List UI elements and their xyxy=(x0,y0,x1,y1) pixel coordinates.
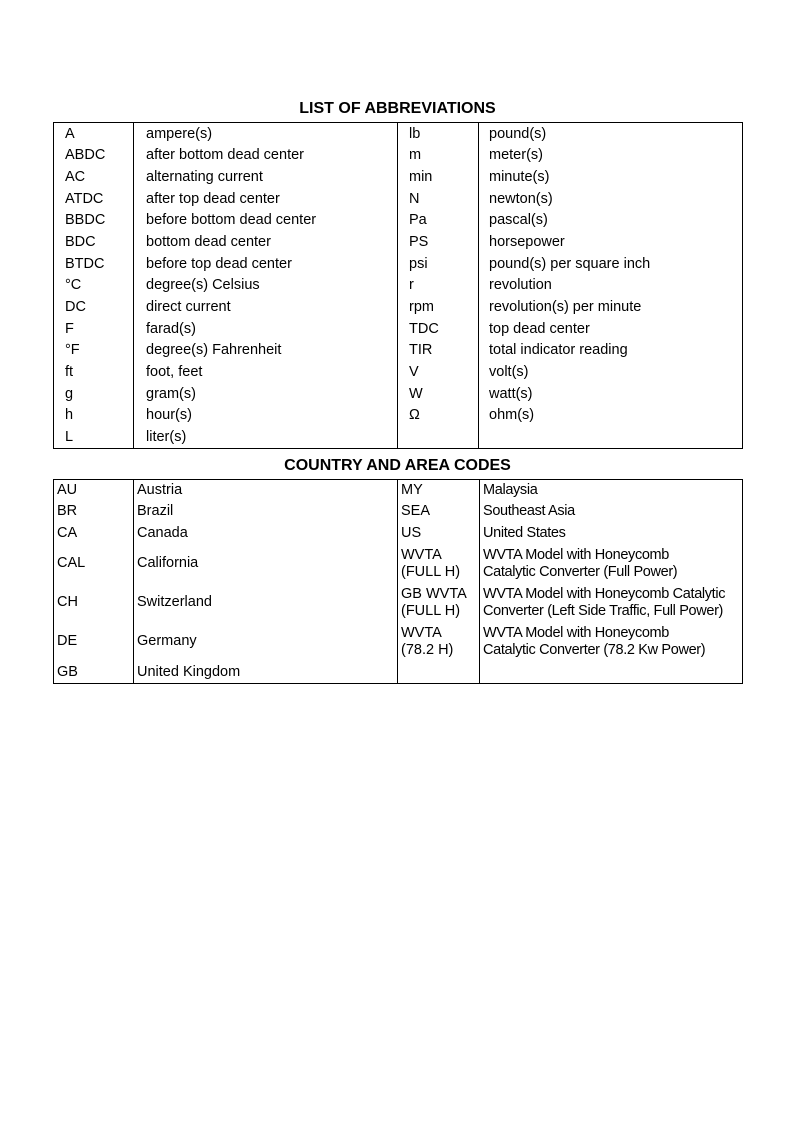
abbreviation-row xyxy=(54,210,743,232)
abbreviations-title: LIST OF ABBREVIATIONS xyxy=(299,100,496,117)
code-line: (78.2 H) xyxy=(401,642,454,658)
abbreviation-meaning: pascal(s) xyxy=(479,210,743,232)
country-code xyxy=(398,623,480,662)
name-line: Malaysia xyxy=(483,481,538,498)
country-code: DE xyxy=(57,633,78,650)
abbreviation: m xyxy=(398,145,479,167)
abbreviation: ft xyxy=(65,364,74,381)
country-name: United Kingdom xyxy=(134,662,398,684)
abbreviation-meaning: after top dead center xyxy=(134,188,398,210)
abbreviation: PS xyxy=(398,231,479,253)
country-code: CAL xyxy=(57,555,86,572)
country-code-row xyxy=(54,501,743,523)
name-line: WVTA Model with Honeycomb Catalytic xyxy=(483,585,726,602)
country-name: Austria xyxy=(134,480,398,501)
country-code: CH xyxy=(57,594,78,611)
name-line: Catalytic Converter (Full Power) xyxy=(483,564,678,580)
country-code xyxy=(398,584,480,623)
abbreviation-meaning: farad(s) xyxy=(134,318,398,340)
country-code-row xyxy=(54,584,743,623)
country-name xyxy=(480,523,743,545)
country-code-row xyxy=(54,662,743,684)
abbreviation-meaning: watt(s) xyxy=(479,383,743,405)
abbreviation-row xyxy=(54,296,743,318)
code-line: WVTA xyxy=(401,624,442,641)
country-code-row xyxy=(54,545,743,584)
abbreviation-meaning: after bottom dead center xyxy=(134,145,398,167)
abbreviation-meaning: ohm(s) xyxy=(479,405,743,427)
abbreviation-meaning: total indicator reading xyxy=(479,340,743,362)
country-code xyxy=(398,480,480,501)
country-name xyxy=(480,545,743,584)
abbreviation-row xyxy=(54,318,743,340)
abbreviation-meaning: horsepower xyxy=(479,231,743,253)
abbreviation-meaning xyxy=(479,426,743,448)
abbreviation-row xyxy=(54,253,743,275)
country-name xyxy=(480,584,743,623)
country-code xyxy=(398,501,480,523)
abbreviation: h xyxy=(65,407,74,424)
abbreviation: ATDC xyxy=(65,190,104,207)
abbreviation: BBDC xyxy=(65,212,106,229)
abbreviation: rpm xyxy=(398,296,479,318)
abbreviation: BTDC xyxy=(65,255,105,272)
abbreviation-meaning: revolution(s) per minute xyxy=(479,296,743,318)
code-line: (FULL H) xyxy=(401,603,461,619)
abbreviation: BDC xyxy=(65,234,96,251)
abbreviation-meaning: degree(s) Fahrenheit xyxy=(134,340,398,362)
country-code-row xyxy=(54,480,743,501)
abbreviation-meaning: hour(s) xyxy=(134,405,398,427)
abbreviation-meaning: bottom dead center xyxy=(134,231,398,253)
country-code xyxy=(398,662,480,684)
country-name xyxy=(480,623,743,662)
country-codes-table xyxy=(53,479,743,684)
abbreviation: psi xyxy=(398,253,479,275)
code-line: WVTA xyxy=(401,546,442,563)
code-line: US xyxy=(401,524,422,541)
name-line: United States xyxy=(483,524,566,541)
country-name: Canada xyxy=(134,523,398,545)
abbreviation: DC xyxy=(65,299,86,316)
code-line: GB WVTA xyxy=(401,585,467,602)
abbreviation: lb xyxy=(398,123,479,145)
abbreviation-row xyxy=(54,405,743,427)
abbreviation: °C xyxy=(65,277,82,294)
abbreviation: AC xyxy=(65,169,86,186)
country-code-row xyxy=(54,523,743,545)
name-line: Southeast Asia xyxy=(483,502,575,519)
abbreviation: F xyxy=(65,320,74,337)
abbreviation: W xyxy=(398,383,479,405)
name-line: Catalytic Converter (78.2 Kw Power) xyxy=(483,642,706,658)
country-code-row xyxy=(54,623,743,662)
abbreviation: °F xyxy=(65,342,80,359)
country-code: CA xyxy=(57,524,78,541)
abbreviation-meaning: volt(s) xyxy=(479,361,743,383)
country-name: Germany xyxy=(134,623,398,662)
abbreviation-meaning: top dead center xyxy=(479,318,743,340)
abbreviation: ABDC xyxy=(65,147,106,164)
name-line: Converter (Left Side Traffic, Full Power) xyxy=(483,603,724,619)
abbreviation-meaning: revolution xyxy=(479,275,743,297)
country-code xyxy=(398,545,480,584)
abbreviation: TDC xyxy=(398,318,479,340)
abbreviation: L xyxy=(65,429,74,446)
country-code: GB xyxy=(57,663,78,680)
abbreviation-meaning: pound(s) per square inch xyxy=(479,253,743,275)
abbreviation-meaning: gram(s) xyxy=(134,383,398,405)
abbreviation-meaning: minute(s) xyxy=(479,166,743,188)
abbreviation-row xyxy=(54,275,743,297)
abbreviation: TIR xyxy=(398,340,479,362)
abbreviation: N xyxy=(398,188,479,210)
abbreviation: r xyxy=(398,275,479,297)
abbreviation: Pa xyxy=(398,210,479,232)
abbreviation-meaning: foot, feet xyxy=(134,361,398,383)
abbreviation: V xyxy=(398,361,479,383)
abbreviation-row xyxy=(54,166,743,188)
country-name: Switzerland xyxy=(134,584,398,623)
abbreviation-row xyxy=(54,123,743,145)
abbreviation: Ω xyxy=(398,405,479,427)
code-line: (FULL H) xyxy=(401,564,461,580)
abbreviation-row xyxy=(54,231,743,253)
country-name xyxy=(480,662,743,684)
abbreviation-row xyxy=(54,340,743,362)
abbreviation-row xyxy=(54,145,743,167)
abbreviation-meaning: alternating current xyxy=(134,166,398,188)
country-code: AU xyxy=(57,481,78,498)
abbreviation-row xyxy=(54,426,743,448)
abbreviation-meaning: before top dead center xyxy=(134,253,398,275)
country-name xyxy=(480,501,743,523)
abbreviation-meaning: liter(s) xyxy=(134,426,398,448)
name-line: WVTA Model with Honeycomb xyxy=(483,546,669,563)
abbreviation: A xyxy=(65,125,75,142)
name-line: WVTA Model with Honeycomb xyxy=(483,624,669,641)
code-line: MY xyxy=(401,481,423,498)
abbreviation: min xyxy=(398,166,479,188)
abbreviation-row xyxy=(54,383,743,405)
code-line: SEA xyxy=(401,502,431,519)
abbreviation-meaning: newton(s) xyxy=(479,188,743,210)
abbreviation: g xyxy=(65,385,74,402)
abbreviation-meaning: degree(s) Celsius xyxy=(134,275,398,297)
country-name: Brazil xyxy=(134,501,398,523)
country-code xyxy=(398,523,480,545)
abbreviation-meaning: meter(s) xyxy=(479,145,743,167)
abbreviation-meaning: ampere(s) xyxy=(134,123,398,145)
abbreviation-meaning: direct current xyxy=(134,296,398,318)
abbreviation xyxy=(398,426,479,448)
codes-title: COUNTRY AND AREA CODES xyxy=(284,457,511,474)
country-name: California xyxy=(134,545,398,584)
abbreviation-row xyxy=(54,361,743,383)
country-name xyxy=(480,480,743,501)
abbreviation-meaning: before bottom dead center xyxy=(134,210,398,232)
country-code: BR xyxy=(57,502,78,519)
abbreviations-table xyxy=(53,122,743,449)
abbreviation-meaning: pound(s) xyxy=(479,123,743,145)
abbreviation-row xyxy=(54,188,743,210)
